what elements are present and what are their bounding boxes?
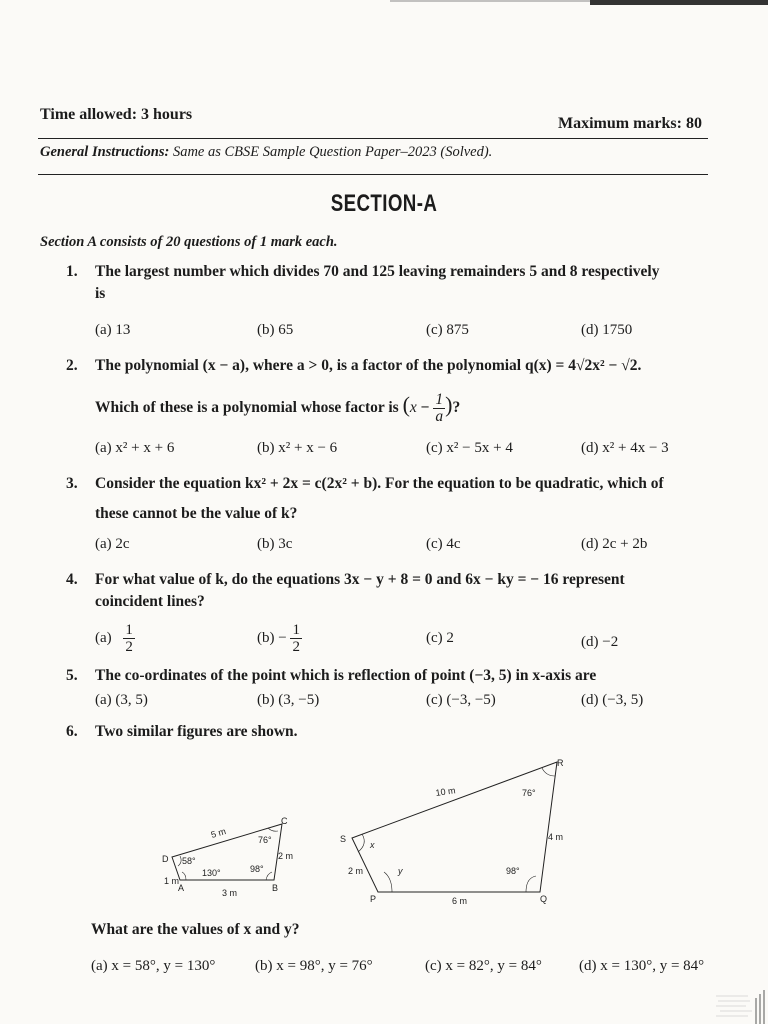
vertex-label-r: R [557,758,564,768]
option-c: (c) 875 [426,322,469,338]
scan-edge-bar [390,0,768,6]
option-c: (c) 2 [426,630,454,646]
angle-label-y: y [398,866,403,876]
option-a: (a) x = 58°, y = 130° [91,958,216,974]
question-number: 5. [66,667,78,684]
question-text-line2: coincident lines? [95,593,205,610]
vertex-label-d: D [162,854,169,864]
section-title: SECTION-A [330,190,438,217]
question-number: 4. [66,571,78,588]
option-b: (b) x = 98°, y = 76° [255,958,373,974]
question-number: 3. [66,475,78,492]
option-a: (a) 2c [95,536,130,552]
vertex-label-c: C [281,816,288,826]
question-5 [66,666,712,688]
figure-small-quadrilateral [160,812,310,902]
option-c: (c) 4c [426,536,461,552]
vertex-label-s: S [340,834,347,844]
question-2 [66,356,712,436]
question-4 [66,570,712,614]
option-d: (d) x² + 4x − 3 [581,440,669,456]
vertex-label-q: Q [540,894,548,904]
quadrilateral-ABCD [172,824,282,880]
question-number: 2. [66,357,78,374]
angle-label-b: 98° [250,864,264,874]
option-d: (d) −2 [581,634,619,650]
time-allowed: Time allowed: 3 hours [40,106,193,123]
question-text-line1: The largest number which divides 70 and 125 leaving remainders 5 and 8 respectively [95,263,660,280]
vertex-label-a: A [178,883,185,893]
option-d: (d) x = 130°, y = 84° [579,958,705,974]
question-4-options [95,616,715,656]
option-c: (c) x² − 5x + 4 [426,440,513,456]
option-d: (d) (−3, 5) [581,692,644,708]
general-instructions [40,144,492,161]
angle-label-r: 76° [522,788,536,798]
figure-large-quadrilateral [330,752,580,907]
option-a: (a) x² + x + 6 [95,440,175,456]
question-6-prompt [66,920,712,942]
question-prompt-text: What are the values of x and y? [91,921,300,938]
side-label-da: 1 m [164,876,180,886]
angle-label-q: 98° [506,866,520,876]
option-a: (a) 13 [95,322,131,338]
fraction-denominator: 2 [292,639,300,655]
angle-label-c: 76° [258,835,272,845]
option-d: (d) 1750 [581,322,633,338]
angle-label-d: 58° [182,856,196,866]
option-b: (b) − $\frac{1}{2}$ [257,622,300,655]
question-text-line2: Which of these is a polynomial whose factor is (x − $\frac{1}{a}$ )? [95,391,461,425]
question-number: 6. [66,723,78,740]
fraction-denominator: 2 [125,639,133,655]
side-label-dc: 5 m [209,826,227,840]
side-label-rq: 4 m [548,832,564,842]
option-a: (a) (3, 5) [95,692,148,708]
question-text-line1: For what value of k, do the equations 3x − y + 8 = 0 and 6x − ky = − 16 represent [95,571,625,588]
side-label-sr: 10 m [434,785,457,798]
quadrilateral-PQRS [352,762,557,892]
general-instructions-label: General Instructions: [40,144,170,160]
scan-artifact-corner [712,990,768,1024]
angle-label-x: x [370,840,375,850]
side-label-ab: 3 m [222,888,238,898]
section-description: Section A consists of 20 questions of 1 mark each. [40,234,338,250]
question-text-line1: Two similar figures are shown. [95,723,298,740]
vertex-label-p: P [370,894,377,904]
question-3 [66,474,712,524]
option-b: (b) x² + x − 6 [257,440,338,456]
question-text-line1: The polynomial (x − a), where a > 0, is a factor of the polynomial q(x) = 4√2x² − √2. [95,357,642,374]
factor-denominator: a [435,408,444,425]
option-b: (b) 3c [257,536,293,552]
side-label-sp: 2 m [348,866,364,876]
factor-numerator: 1 [435,391,444,408]
option-b: (b) 65 [257,322,294,338]
side-label-cb: 2 m [278,851,294,861]
question-text-line2: these cannot be the value of k? [95,505,298,522]
option-b: (b) (3, −5) [257,692,320,708]
question-text-line2: is [95,285,106,302]
option-a: (a) $\frac{1}{2}$ [95,622,133,655]
maximum-marks: Maximum marks: 80 [558,115,702,132]
question-text-line1: The co-ordinates of the point which is reflection of point (−3, 5) in x-axis are [95,667,597,684]
header-rule-top [38,138,708,139]
header-rule-bottom [38,174,708,175]
option-c: (c) (−3, −5) [426,692,496,708]
question-1 [66,262,712,312]
question-text-line1: Consider the equation kx² + 2x = c(2x² + b). For the equation to be quadratic, which of [95,475,664,492]
fraction-numerator: 1 [125,622,133,638]
question-6 [66,722,712,744]
general-instructions-text: Same as CBSE Sample Question Paper–2023 (Solved). [172,144,493,160]
fraction-numerator: 1 [292,622,300,638]
option-d: (d) 2c + 2b [581,536,648,552]
option-c: (c) x = 82°, y = 84° [425,958,542,974]
angle-label-a: 130° [202,868,221,878]
question-number: 1. [66,263,78,280]
vertex-label-b: B [272,883,279,893]
side-label-pq: 6 m [452,896,468,906]
